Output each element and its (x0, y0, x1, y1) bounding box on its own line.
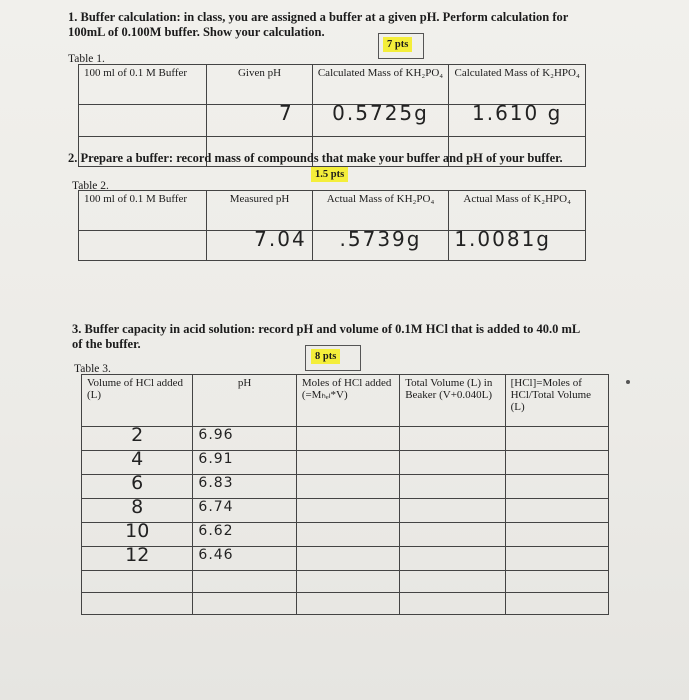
question-3-line2: of the buffer. (72, 337, 141, 351)
table-3-empty-cell (296, 451, 399, 475)
table-3-empty-cell (296, 547, 399, 571)
table-3-empty-cell (296, 593, 399, 615)
table-3-empty-cell (400, 571, 505, 593)
table-3-empty-cell (193, 571, 296, 593)
table-3-volume-cell: 6 (82, 475, 193, 499)
table-row (82, 451, 609, 475)
table-2-cell-ph: 7.04 (207, 231, 312, 261)
table-1-header-k2hpo4: Calculated Mass of K₂HPO₄ (449, 65, 586, 105)
table-3-empty-cell (505, 427, 608, 451)
points-badge-2: 1.5 pts (311, 167, 348, 182)
table-3-volume-cell: 2 (82, 427, 193, 451)
table-3 (81, 374, 609, 615)
table-3-caption: Table 3. (74, 363, 111, 375)
table-3-empty-cell (400, 547, 505, 571)
table-3-header-total-volume: Total Volume (L) in Beaker (V+0.040L) (400, 375, 505, 427)
question-1-line1: 1. Buffer calculation: in class, you are assigned a buffer at a given pH. Perform calculation for (68, 10, 569, 24)
table-3-empty-cell (505, 451, 608, 475)
table-3-ph-cell: 6.96 (193, 427, 296, 451)
question-1 (68, 10, 628, 40)
table-row (82, 571, 609, 593)
table-3-volume-cell: 8 (82, 499, 193, 523)
table-3-empty-cell (505, 547, 608, 571)
table-3-empty-cell (296, 571, 399, 593)
table-3-header-ph: pH (193, 375, 296, 427)
table-3-header-concentration: [HCl]=Moles of HCl/Total Volume (L) (505, 375, 608, 427)
stray-dot (626, 380, 630, 384)
table-row (82, 547, 609, 571)
table-3-volume-cell: 4 (82, 451, 193, 475)
table-3-volume-cell: 12 (82, 547, 193, 571)
table-row (82, 499, 609, 523)
table-3-ph-cell: 6.46 (193, 547, 296, 571)
table-1-header-kh2po4: Calculated Mass of KH₂PO₄ (312, 65, 449, 105)
question-1-line2: 100mL of 0.100M buffer. Show your calculation. (68, 25, 325, 39)
table-3-empty-cell (400, 499, 505, 523)
points-badge-3: 8 pts (311, 349, 340, 364)
table-3-empty-cell (296, 427, 399, 451)
table-3-empty-cell (296, 523, 399, 547)
table-2-cell-kh2po4: .5739g (312, 231, 449, 261)
table-3-empty-cell (82, 571, 193, 593)
table-3-empty-cell (505, 523, 608, 547)
table-3-empty-cell (400, 451, 505, 475)
table-3-empty-cell (296, 499, 399, 523)
table-2-header-buffer: 100 ml of 0.1 M Buffer (79, 191, 207, 231)
table-2-cell-buffer (79, 231, 207, 261)
table-1-header-buffer: 100 ml of 0.1 M Buffer (79, 65, 207, 105)
table-3-empty-cell (296, 475, 399, 499)
table-3-volume-cell: 10 (82, 523, 193, 547)
question-3-line1: 3. Buffer capacity in acid solution: record pH and volume of 0.1M HCl that is added to 40.0 mL (72, 322, 581, 336)
table-3-empty-cell (400, 523, 505, 547)
table-3-empty-cell (193, 593, 296, 615)
points-badge-1: 7 pts (383, 37, 412, 52)
table-3-empty-cell (505, 499, 608, 523)
table-row (82, 475, 609, 499)
table-2-header-kh2po4: Actual Mass of KH₂PO₄ (312, 191, 449, 231)
table-1-caption: Table 1. (68, 53, 105, 65)
table-row (82, 427, 609, 451)
table-3-empty-cell (400, 427, 505, 451)
table-row (82, 523, 609, 547)
table-1-cell-kh2po4: 0.5725g (312, 105, 449, 137)
table-3-ph-cell: 6.83 (193, 475, 296, 499)
table-2-header-k2hpo4: Actual Mass of K₂HPO₄ (449, 191, 586, 231)
table-3-empty-cell (400, 475, 505, 499)
table-1-cell-ph: 7 (207, 105, 312, 137)
table-row (82, 593, 609, 615)
table-3-header-volume: Volume of HCl added (L) (82, 375, 193, 427)
table-2-cell-k2hpo4: 1.0081g (449, 231, 586, 261)
table-3-header-moles: Moles of HCl added (=Mₕₑₗ*V) (296, 375, 399, 427)
table-1-header-ph: Given pH (207, 65, 312, 105)
table-2-caption: Table 2. (72, 180, 109, 192)
table-2 (78, 190, 586, 261)
question-2: 2. Prepare a buffer: record mass of compounds that make your buffer and pH of your buffer. (68, 151, 563, 165)
table-3-ph-cell: 6.62 (193, 523, 296, 547)
table-3-empty-cell (82, 593, 193, 615)
table-3-ph-cell: 6.74 (193, 499, 296, 523)
table-3-ph-cell: 6.91 (193, 451, 296, 475)
table-3-empty-cell (505, 475, 608, 499)
table-1-cell-k2hpo4: 1.610 g (449, 105, 586, 137)
table-1-cell-buffer (79, 105, 207, 137)
table-3-empty-cell (505, 593, 608, 615)
table-3-empty-cell (505, 571, 608, 593)
table-2-header-ph: Measured pH (207, 191, 312, 231)
table-3-empty-cell (400, 593, 505, 615)
